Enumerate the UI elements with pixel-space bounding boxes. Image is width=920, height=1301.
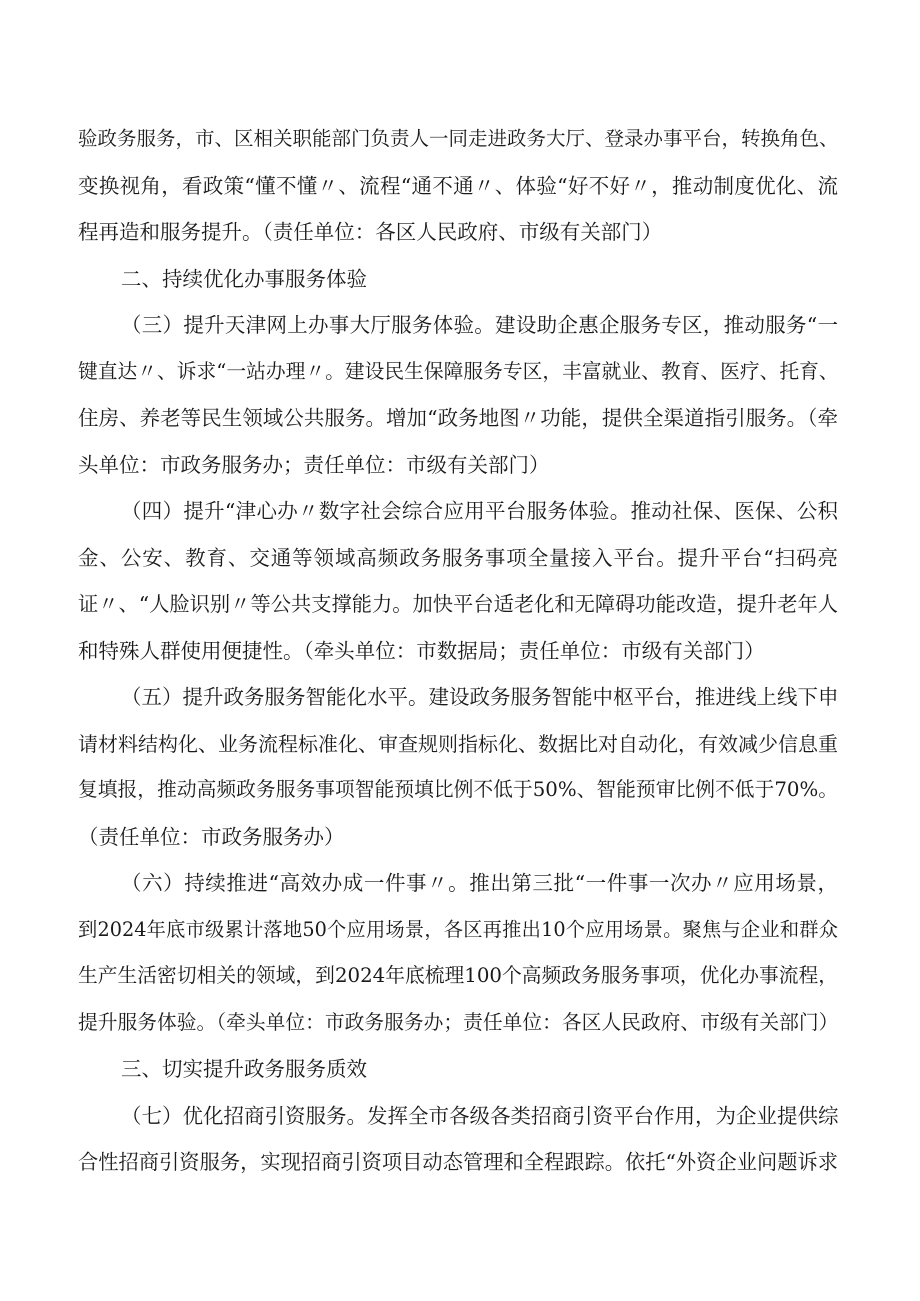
text-line: （三）提升天津网上办事大厅服务体验。建设助企惠企服务专区，推动服务“一 — [121, 313, 838, 337]
text-line: 变换视角，看政策“懂不懂〃、流程“通不通〃、体验“好不好〃，推动制度优化、流 — [78, 174, 838, 198]
text-line: 头单位：市政务服务办；责任单位：市级有关部门） — [78, 453, 550, 477]
text-line: 请材料结构化、业务流程标准化、审查规则指标化、数据比对自动化，有效减少信息重 — [78, 732, 838, 756]
text-line: 程再造和服务提升。（责任单位：各区人民政府、市级有关部门） — [78, 220, 663, 244]
text-line: 金、公安、教育、交通等领域高频政务服务事项全量接入平台。提升平台“扫码亮 — [78, 546, 838, 570]
text-line: 提升服务体验。（牵头单位：市政务服务办；责任单位：各区人民政府、市级有关部门） — [78, 1011, 839, 1034]
section-heading: 三、切实提升政务服务质效 — [121, 1057, 367, 1081]
text-line: 生产生活密切相关的领域，到2024年底梳理100个高频政务服务事项，优化办事流程， — [78, 964, 838, 987]
text-line: （责任单位：市政务服务办） — [78, 825, 345, 849]
text-line: （五）提升政务服务智能化水平。建设政务服务智能中枢平台，推进线上线下申 — [121, 685, 839, 709]
text-line: 键直达〃、诉求“一站办理〃。建设民生保障服务专区，丰富就业、教育、医疗、托育、 — [78, 360, 839, 383]
text-line: （七）优化招商引资服务。发挥全市各级各类招商引资平台作用，为企业提供综 — [121, 1104, 839, 1128]
text-line: 复填报，推动高频政务服务事项智能预填比例不低于50%、智能预审比例不低于70%。 — [78, 778, 838, 801]
text-line: （六）持续推进“高效办成一件事〃。推出第三批“一件事一次办〃应用场景， — [121, 871, 838, 895]
text-line: 到2024年底市级累计落地50个应用场景，各区再推出10个应用场景。聚焦与企业和群众 — [78, 918, 838, 941]
text-line: 住房、养老等民生领域公共服务。增加“政务地图〃功能，提供全渠道指引服务。（牵 — [78, 406, 838, 430]
section-heading: 二、持续优化办事服务体验 — [121, 267, 367, 291]
text-line: 合性招商引资服务，实现招商引资项目动态管理和全程跟踪。依托“外资企业问题诉求 — [78, 1150, 838, 1174]
text-line: 验政务服务，市、区相关职能部门负责人一同走进政务大厅、登录办事平台，转换角色、 — [78, 127, 839, 150]
text-line: 和特殊人群使用便捷性。（牵头单位：市数据局；责任单位：市级有关部门） — [78, 639, 765, 663]
text-line: （四）提升“津心办〃数字社会综合应用平台服务体验。推动社保、医保、公积 — [121, 499, 838, 523]
text-line: 证〃、“人脸识别〃等公共支撑能力。加快平台适老化和无障碍功能改造，提升老年人 — [78, 592, 838, 616]
